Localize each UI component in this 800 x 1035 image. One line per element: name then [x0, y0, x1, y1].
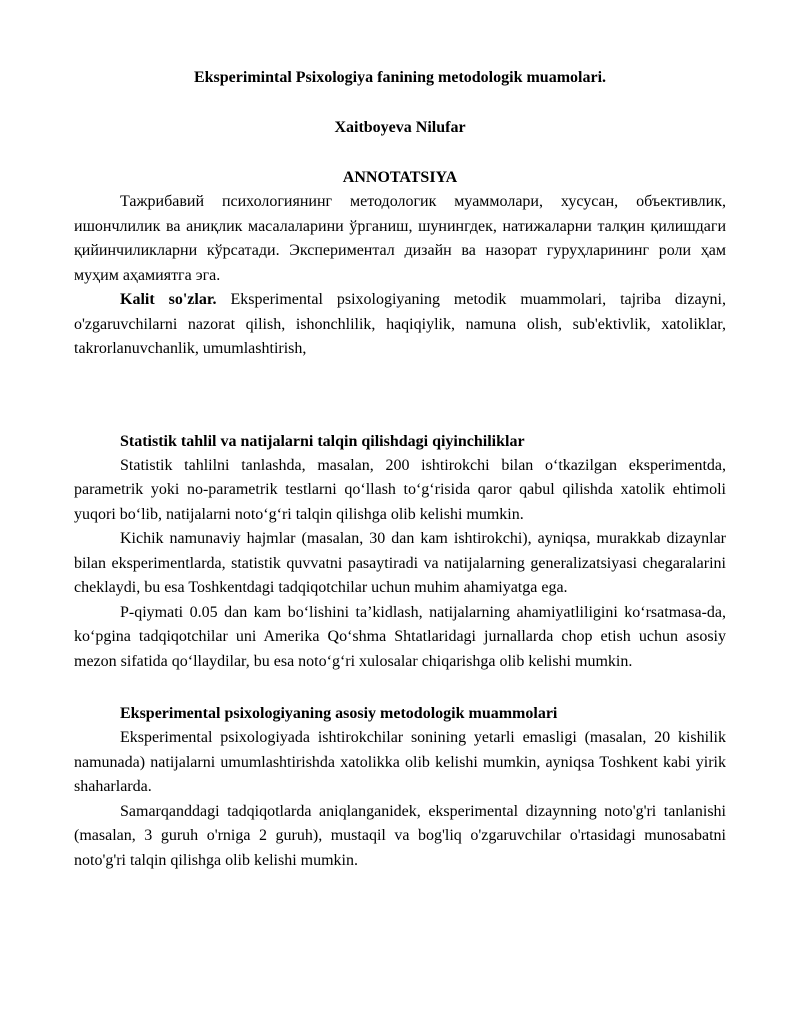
- section1-paragraph-3: P-qiymati 0.05 dan kam bo‘lishini ta’kidlash, natijalarning ahamiyatliligini ko‘rsatmasa-da, ko‘pgina tadqiqotchilar uni Amerika Qo‘shma Shtatlaridagi jurnallarda chop etish uchun asosiy mezon sifatida qo‘llaydilar, bu esa noto‘g‘ri xulosalar chiqarishga olib kelishi mumkin.: [74, 603, 726, 670]
- document-page: [74, 64, 726, 873]
- author-name: Xaitboyeva Nilufar: [334, 119, 466, 136]
- section2-paragraph-1: Eksperimental psixologiyada ishtirokchilar sonining yetarli emasligi (masalan, 20 kishilik namunada) natijalarni umumlashtirishda xatolikka olib kelishi mumkin, ayniqsa Toshkent kabi yirik shaharlarda.: [74, 729, 726, 795]
- document-title: Eksperimintal Psixologiya fanining metodologik muamolari.: [193, 69, 607, 86]
- keywords-text: Eksperimental psixologiyaning metodik muammolari, tajriba dizayni, o'zgaruvchilarni nazorat qilish, ishonchlilik, haqiqiylik, namuna olish, sub'ektivlik, xatoliklar, takrorlanuvchanlik, umumlashtirish,: [74, 291, 727, 357]
- section1-paragraph-2: Kichik namunaviy hajmlar (masalan, 30 dan kam ishtirokchi), ayniqsa, murakkab dizaynlar bilan eksperimentlarda, statistik quvvatni pasaytiradi va natijalarning generalizatsiyasi chegaralarini cheklaydi, bu esa Toshkentdagi tadqiqotchilar uchun muhim ahamiyatga ega.: [74, 530, 726, 596]
- annotation-text: Тажрибавий психологиянинг методологик муаммолари, хусусан, объективлик, ишончлилик ва аниқлик масалаларини ўрганиш, шунингдек, натижаларни талқин қилишдаги қийинчиликларни кўрсатади. Экспериментал дизайн ва назорат гуруҳларининг роли ҳам муҳим аҳамиятга эга.: [74, 193, 726, 284]
- section2-paragraph-2: Samarqanddagi tadqiqotlarda aniqlanganidek, eksperimental dizaynning noto'g'ri tanlanishi (masalan, 3 guruh o'rniga 2 guruh), mustaqil va bog'liq o'zgaruvchilar o'rtasidagi munosabatni noto'g'ri talqin qilishga olib kelishi mumkin.: [74, 802, 726, 869]
- section-heading-statistics: Statistik tahlil va natijalarni talqin qilishdagi qiyinchiliklar: [120, 432, 525, 450]
- keywords-label: Kalit so'zlar.: [120, 291, 217, 308]
- section-heading-methodology: Eksperimental psixologiyaning asosiy metodologik muammolari: [120, 705, 558, 722]
- annotation-heading: ANNOTATSIYA: [342, 169, 458, 186]
- section1-paragraph-1: Statistik tahlilni tanlashda, masalan, 200 ishtirokchi bilan o‘tkazilgan eksperimentda, parametrik yoki no-parametrik testlarni qo‘llash to‘g‘risida qaror qabul qilishda xatolik ehtimoli yuqori bo‘lib, natijalarni noto‘g‘ri talqin qilishga olib kelishi mumkin.: [74, 456, 726, 523]
- keywords-paragraph: [74, 288, 726, 362]
